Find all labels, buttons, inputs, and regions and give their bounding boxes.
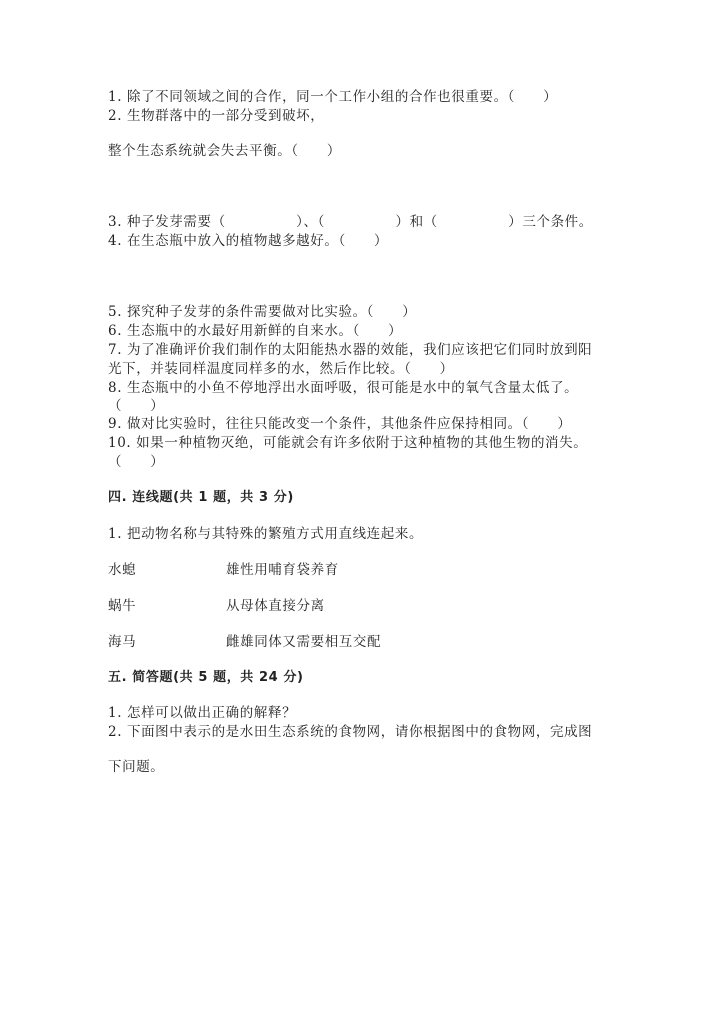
short-answer-1: 1. 怎样可以做出正确的解释？ xyxy=(108,705,297,721)
short-answer-2: 2. 下面图中表示的是水田生态系统的食物网，请你根据图中的食物网，完成图 xyxy=(108,724,593,740)
matching-question: 1. 把动物名称与其特殊的繁殖方式用直线连起来。 xyxy=(108,526,424,542)
section-5-title: 五. 简答题(共 5 题，共 24 分) xyxy=(108,670,304,685)
short-answer-2-cont: 下问题。 xyxy=(108,759,165,775)
method-item: 雌雄同体又需要相互交配 xyxy=(226,634,382,650)
question-8-cont: （ ） xyxy=(108,398,165,414)
question-7-cont: 光下，并装同样温度同样多的水，然后作比较。（ ） xyxy=(108,361,454,377)
animal-item: 水螅 xyxy=(108,562,137,578)
question-4: 4. 在生态瓶中放入的植物越多越好。（ ） xyxy=(108,233,389,249)
section-4-title: 四. 连线题(共 1 题，共 3 分) xyxy=(108,490,294,505)
question-6: 6. 生态瓶中的水最好用新鲜的自来水。（ ） xyxy=(108,323,403,339)
method-item: 雄性用哺育袋养育 xyxy=(226,562,339,578)
animal-item: 海马 xyxy=(108,634,137,650)
animal-item: 蜗牛 xyxy=(108,598,137,614)
question-1: 1. 除了不同领域之间的合作，同一个工作小组的合作也很重要。（ ） xyxy=(108,89,558,105)
question-9: 9. 做对比实验时，往往只能改变一个条件，其他条件应保持相同。（ ） xyxy=(108,416,572,432)
question-2-cont: 整个生态系统就会失去平衡。（ ） xyxy=(108,143,341,159)
question-10: 10. 如果一种植物灭绝，可能就会有许多依附于这种植物的其他生物的消失。 xyxy=(108,435,588,451)
question-2: 2. 生物群落中的一部分受到破坏， xyxy=(108,108,325,124)
question-5: 5. 探究种子发芽的条件需要做对比实验。（ ） xyxy=(108,304,417,320)
question-8: 8. 生态瓶中的小鱼不停地浮出水面呼吸，很可能是水中的氧气含量太低了。 xyxy=(108,380,579,396)
question-3: 3. 种子发芽需要（ ）、（ ）和（ ）三个条件。 xyxy=(108,214,593,230)
method-item: 从母体直接分离 xyxy=(226,598,325,614)
question-10-cont: （ ） xyxy=(108,454,165,470)
question-7: 7. 为了准确评价我们制作的太阳能热水器的效能，我们应该把它们同时放到阳 xyxy=(108,342,593,358)
